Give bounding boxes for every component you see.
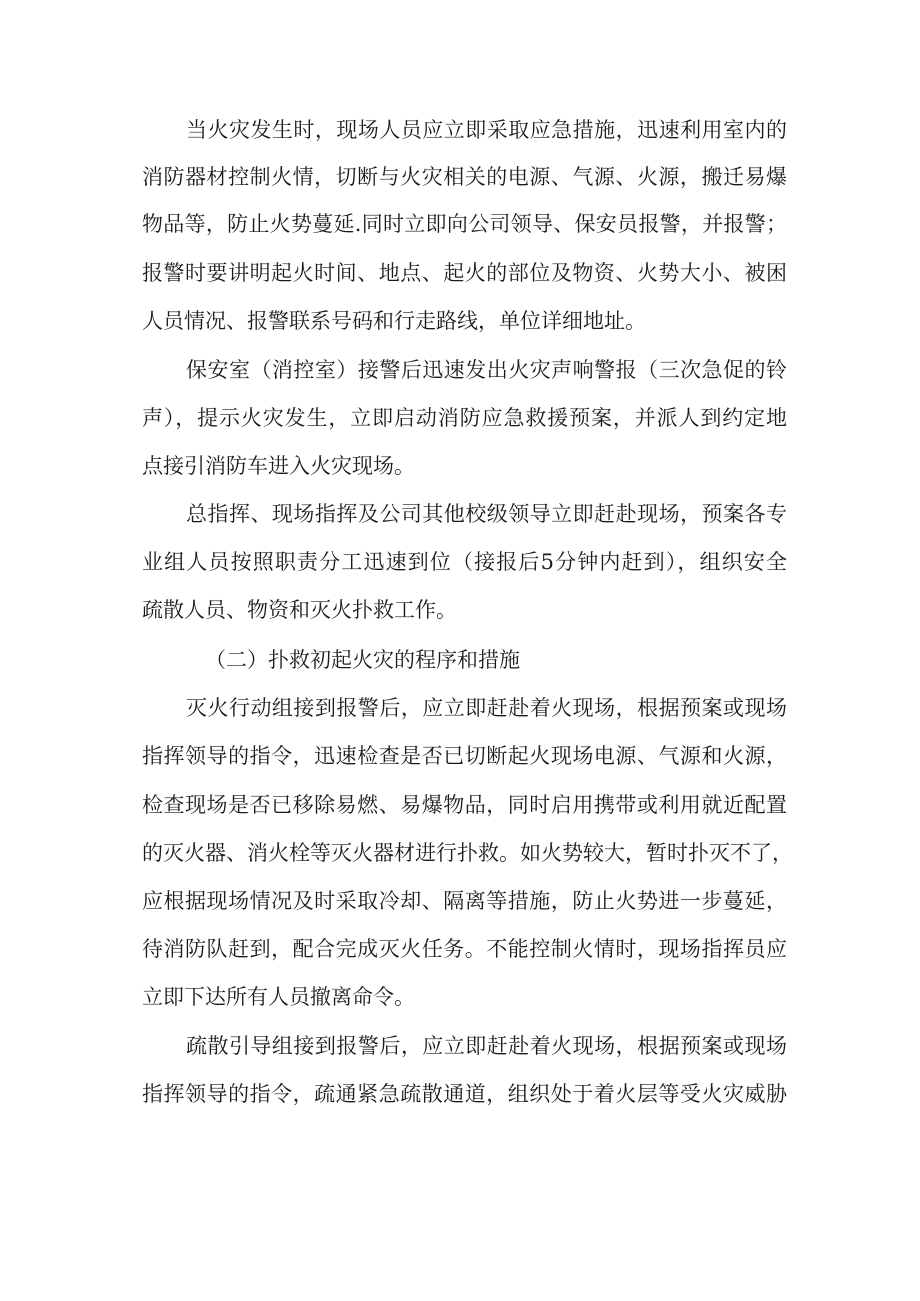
paragraph-2-line-3: 点接引消防车进入火灾现场。 — [142, 454, 415, 478]
paragraph-4-line-5: 应根据现场情况及时采取冷却、隔离等措施，防止火势进一步蔓延， — [142, 889, 787, 913]
paragraph-1-line-1: 当火灾发生时，现场人员应立即采取应急措施，迅速利用室内的 — [186, 118, 787, 142]
paragraph-1-line-3: 物品等，防止火势蔓延.同时立即向公司领导、保安员报警，并报警； — [142, 212, 787, 236]
paragraph-4-line-1: 灭火行动组接到报警后，应立即赶赴着火现场，根据预案或现场 — [186, 696, 787, 720]
paragraph-3-line-3: 疏散人员、物资和灭火扑救工作。 — [142, 598, 457, 622]
paragraph-4-line-2: 指挥领导的指令，迅速检查是否已切断起火现场电源、气源和火源， — [142, 744, 787, 768]
section-heading: （二）扑救初起火灾的程序和措施 — [205, 648, 520, 672]
paragraph-4-line-4: 的灭火器、消火栓等灭火器材进行扑救。如火势较大，暂时扑灭不了， — [142, 841, 793, 865]
paragraph-2-line-2: 声），提示火灾发生，立即启动消防应急救援预案，并派人到约定地 — [142, 406, 787, 430]
paragraph-1-line-4: 报警时要讲明起火时间、地点、起火的部位及物资、火势大小、被困 — [142, 261, 787, 285]
paragraph-4-line-6: 待消防队赶到，配合完成灭火任务。不能控制火情时，现场指挥员应 — [142, 937, 787, 961]
paragraph-3-line-2: 业组人员按照职责分工迅速到位（接报后5分钟内赶到），组织安全 — [142, 550, 787, 574]
paragraph-1-line-2: 消防器材控制火情，切断与火灾相关的电源、气源、火源，搬迁易爆 — [142, 165, 787, 189]
paragraph-3-line-1: 总指挥、现场指挥及公司其他校级领导立即赶赴现场，预案各专 — [186, 502, 787, 526]
paragraph-4-line-3: 检查现场是否已移除易燃、易爆物品，同时启用携带或利用就近配置 — [142, 793, 787, 817]
paragraph-5-line-1: 疏散引导组接到报警后，应立即赶赴着火现场，根据预案或现场 — [186, 1034, 787, 1058]
paragraph-2-line-1: 保安室（消控室）接警后迅速发出火灾声响警报（三次急促的铃 — [186, 358, 787, 382]
paragraph-4-line-7: 立即下达所有人员撤离命令。 — [142, 985, 415, 1009]
paragraph-1-line-5: 人员情况、报警联系号码和行走路线，单位详细地址。 — [142, 309, 646, 333]
paragraph-5-line-2: 指挥领导的指令，疏通紧急疏散通道，组织处于着火层等受火灾威胁 — [142, 1082, 787, 1106]
